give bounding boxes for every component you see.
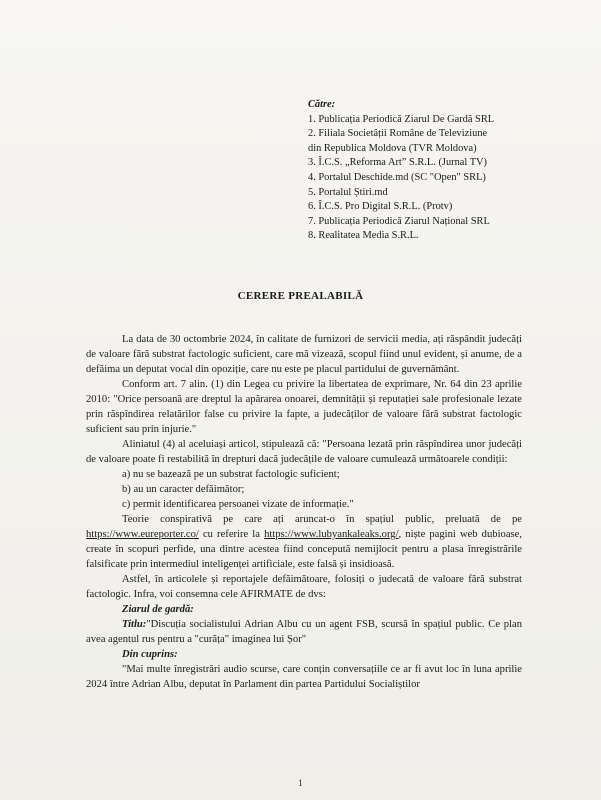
- link-eureporter[interactable]: https://www.eureporter.co/: [86, 529, 199, 540]
- recipient-item: din Republica Moldova (TVR Moldova): [308, 142, 477, 154]
- paragraph-conspiracy-end: , niște pagini web dubioase, create în scopuri perfide, una dintre acestea fiind concepută nemijlocit pentru a plasa înregistrările falsificate prin intermediul inteligenței artificiale, este falsă și insidioasă.: [86, 529, 522, 570]
- cuprins-label: Din cuprins:: [122, 649, 178, 660]
- document-title: CERERE PREALABILĂ: [237, 290, 364, 302]
- recipient-item: 5. Portalul Știri.md: [308, 186, 388, 198]
- recipients-heading: Către:: [308, 99, 336, 110]
- paragraph-intro: La data de 30 octombrie 2024, în calitate de furnizori de servicii media, ați răspândit judecăți de valoare fără substrat factologic suficient, care mă vizează, scopul fiind unul evident, și anume, de a defăima un deputat vocal din opoziție, care nu este pe placul partidului de guvernământ.: [86, 334, 522, 375]
- condition-item: a) nu se bazează pe un substrat factologic suficient;: [122, 469, 340, 480]
- article-title: [86, 617, 522, 647]
- recipient-item: 2. Filiala Societății Române de Televiziune: [308, 128, 488, 140]
- recipients-list: [308, 113, 598, 244]
- paragraph-conspiracy-start: Teorie conspirativă pe care ați aruncat-o în spațiul public, preluată de pe: [122, 514, 522, 525]
- titlu-text: "Discuția socialistului Adrian Albu cu un agent FSB, scursă în spațiul public. Ce plan avea agentul rus pentru a "curăța" imaginea lui Șor": [86, 619, 522, 645]
- recipient-item: 1. Publicația Periodică Ziarul De Gardă SRL: [308, 113, 495, 125]
- paragraph-conditions-intro: Aliniatul (4) al aceluiași articol, stipulează că: "Persoana lezată prin răspîndirea unor judecăți de valoare poate fi restabilită în drepturi dacă judecățile de valoare cumulează următoarele condiții:: [86, 439, 522, 465]
- article-quote: "Mai multe înregistrări audio scurse, care conțin conversațiile ce ar fi avut loc în luna aprilie 2024 între Adrian Albu, deputat în Parlament din partea Partidului Socialiștilor: [86, 664, 522, 690]
- recipient-item: 7. Publicația Periodică Ziarul Național SRL: [308, 215, 490, 227]
- titlu-label: Titlu:: [122, 619, 147, 630]
- condition-item: b) au un caracter defăimător;: [122, 484, 245, 495]
- recipient-item: 6. Î.C.S. Pro Digital S.R.L. (Protv): [308, 201, 453, 213]
- paragraph-law-quote: Conform art. 7 alin. (1) din Legea cu privire la libertatea de exprimare, Nr. 64 din 23 aprilie 2010: "Orice persoană are dreptul la apărarea onoarei, demnității și reputației sale profesionale lezate prin răspîndirea relatărilor false cu privire la fapte, a judecăților de valoare fără substrat factologic suficient sau prin injurie.": [86, 379, 522, 435]
- recipient-item: 4. Portalul Deschide.md (SC "Open" SRL): [308, 171, 486, 183]
- page-number: 1: [298, 778, 303, 788]
- recipients-block: [308, 98, 598, 244]
- paragraph-conspiracy: [86, 512, 522, 572]
- source-label: Ziarul de gardă:: [122, 604, 194, 615]
- paragraph-conspiracy-mid: cu referire la: [202, 529, 260, 540]
- recipient-item: 3. Î.C.S. „Reforma Art” S.R.L. (Jurnal TV): [308, 157, 488, 169]
- condition-item: c) permit identificarea persoanei vizate de informație.": [122, 499, 354, 510]
- recipient-item: 8. Realitatea Media S.R.L.: [308, 230, 419, 242]
- link-lubyankaleaks[interactable]: https://www.lubyankaleaks.org/: [264, 529, 399, 540]
- document-body: [86, 332, 522, 692]
- paragraph-summary: Astfel, în articolele și reportajele defăimătoare, folosiți o judecată de valoare fără substrat factologic. Infra, voi consemna cele AFIRMATE de dvs:: [86, 574, 522, 600]
